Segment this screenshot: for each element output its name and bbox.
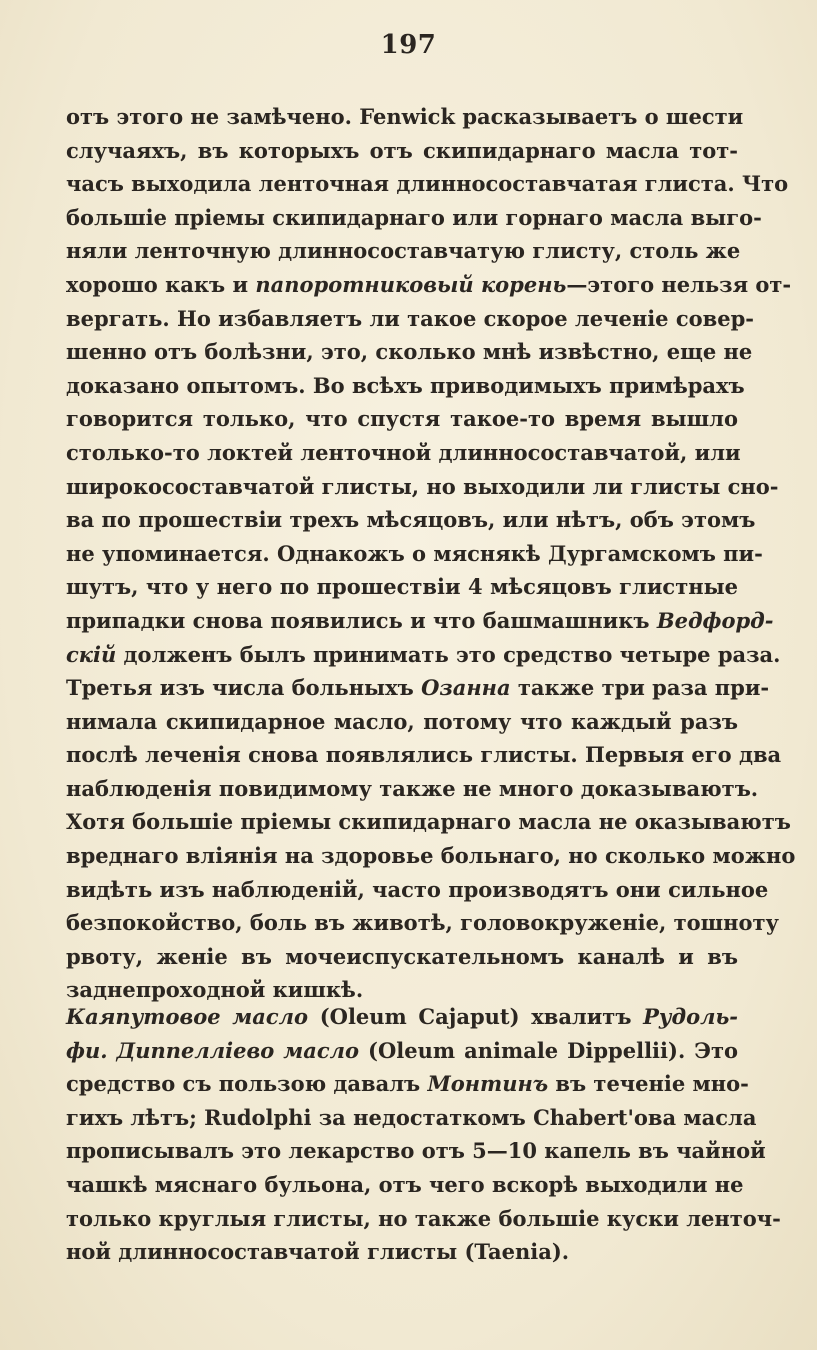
text-line: широкосоставчатой глисты, но выходили ли глисты сно- bbox=[66, 473, 779, 499]
text-line bbox=[66, 638, 781, 672]
text-line: не упоминается. Однакожъ о мяснякѣ Дургамскомъ пи- bbox=[66, 540, 763, 566]
text-segment: долженъ былъ принимать это средство четыре раза. bbox=[116, 641, 781, 667]
text-segment: припадки снова появились и что башмашникъ bbox=[66, 607, 657, 633]
text-segment: (Oleum animale Dippellii). Это bbox=[359, 1037, 738, 1063]
text-segment: —этого нельзя от- bbox=[566, 271, 792, 297]
text-line: вреднаго вліянія на здоровье больнаго, но сколько можно bbox=[66, 843, 796, 869]
text-segment: средство съ пользою давалъ bbox=[66, 1071, 428, 1097]
text-line: часъ выходила ленточная длинносоставчатая глиста. Что bbox=[66, 171, 789, 197]
text-line: только круглыя глисты, но также большіе куски ленточ- bbox=[66, 1205, 781, 1231]
text-line: ной длинносоставчатой глисты (Taenia). bbox=[66, 1239, 570, 1265]
text-line: гихъ лѣтъ; Rudolphi за недостаткомъ Chabert'ова масла bbox=[66, 1104, 757, 1130]
text-line: вергать. Но избавляетъ ли такое скорое леченіе совер- bbox=[66, 305, 754, 331]
text-line: отъ этого не замѣчено. Fenwick расказываетъ о шести bbox=[66, 104, 744, 129]
text-line: столько-то локтей ленточной длинносоставчатой, или bbox=[66, 439, 741, 465]
text-segment: Третья изъ числа больныхъ bbox=[66, 675, 422, 701]
text-line: рвоту, женіе въ мочеиспускательномъ каналѣ и въ bbox=[66, 943, 738, 969]
text-line: шутъ, что у него по прошествіи 4 мѣсяцовъ глистные bbox=[66, 574, 738, 600]
text-line: чашкѣ мяснаго бульона, отъ чего вскорѣ выходили не bbox=[66, 1171, 744, 1197]
text-line bbox=[66, 1034, 738, 1068]
text-line bbox=[66, 1067, 749, 1101]
paragraph-cajaput-oil bbox=[66, 1000, 781, 1269]
text-segment: въ теченіе мно- bbox=[548, 1071, 749, 1097]
text-line: прописывалъ это лекарство отъ 5—10 капель въ чайной bbox=[66, 1138, 766, 1164]
text-line: безпокойство, боль въ животѣ, головокруженіе, тошноту bbox=[66, 910, 779, 936]
italic-text-segment: фи. Диппелліево масло bbox=[66, 1037, 360, 1063]
text-segment: также три раза при- bbox=[510, 675, 770, 701]
text-segment: (Oleum Cajaput) хвалитъ bbox=[308, 1004, 644, 1029]
italic-text-segment: папоротниковый корень bbox=[255, 271, 567, 297]
italic-text-segment: Монтинъ bbox=[427, 1071, 549, 1097]
text-line: видѣть изъ наблюденій, часто производятъ они сильное bbox=[66, 876, 769, 902]
text-line: доказано опытомъ. Во всѣхъ приводимыхъ примѣрахъ bbox=[66, 372, 745, 398]
text-segment: хорошо какъ и bbox=[66, 271, 256, 297]
text-line: шенно отъ болѣзни, это, сколько мнѣ извѣстно, еще не bbox=[66, 339, 753, 365]
text-line bbox=[66, 1000, 738, 1034]
text-line: большіе пріемы скипидарнаго или горнаго масла выго- bbox=[66, 204, 762, 230]
text-line: говорится только, что спустя такое-то время вышло bbox=[66, 406, 738, 432]
text-line: нимала скипидарное масло, потому что каждый разъ bbox=[66, 708, 738, 734]
text-line: Хотя большіе пріемы скипидарнаго масла не оказываютъ bbox=[66, 809, 791, 835]
text-line bbox=[66, 671, 770, 705]
paragraph-anthelmintic-turpentine bbox=[66, 100, 796, 1007]
italic-text-segment: Рудоль- bbox=[643, 1004, 739, 1029]
italic-text-segment: Ведфорд- bbox=[656, 607, 774, 633]
text-line bbox=[66, 268, 792, 302]
italic-text-segment: Каяпутовое масло bbox=[66, 1004, 309, 1029]
text-line bbox=[66, 604, 774, 638]
italic-text-segment: скій bbox=[66, 641, 117, 667]
text-line: няли ленточную длинносоставчатую глисту, столь же bbox=[66, 238, 741, 264]
text-line: случаяхъ, въ которыхъ отъ скипидарнаго масла тот- bbox=[66, 137, 738, 163]
text-line: наблюденія повидимому также не много доказываютъ. bbox=[66, 775, 759, 801]
text-line: ва по прошествіи трехъ мѣсяцовъ, или нѣтъ, объ этомъ bbox=[66, 507, 756, 533]
italic-text-segment: Озанна bbox=[421, 675, 511, 701]
text-line: послѣ леченія снова появлялись глисты. Первыя его два bbox=[66, 742, 782, 768]
page-number: 197 bbox=[380, 30, 437, 60]
text-line: заднепроходной кишкѣ. bbox=[66, 977, 364, 1003]
